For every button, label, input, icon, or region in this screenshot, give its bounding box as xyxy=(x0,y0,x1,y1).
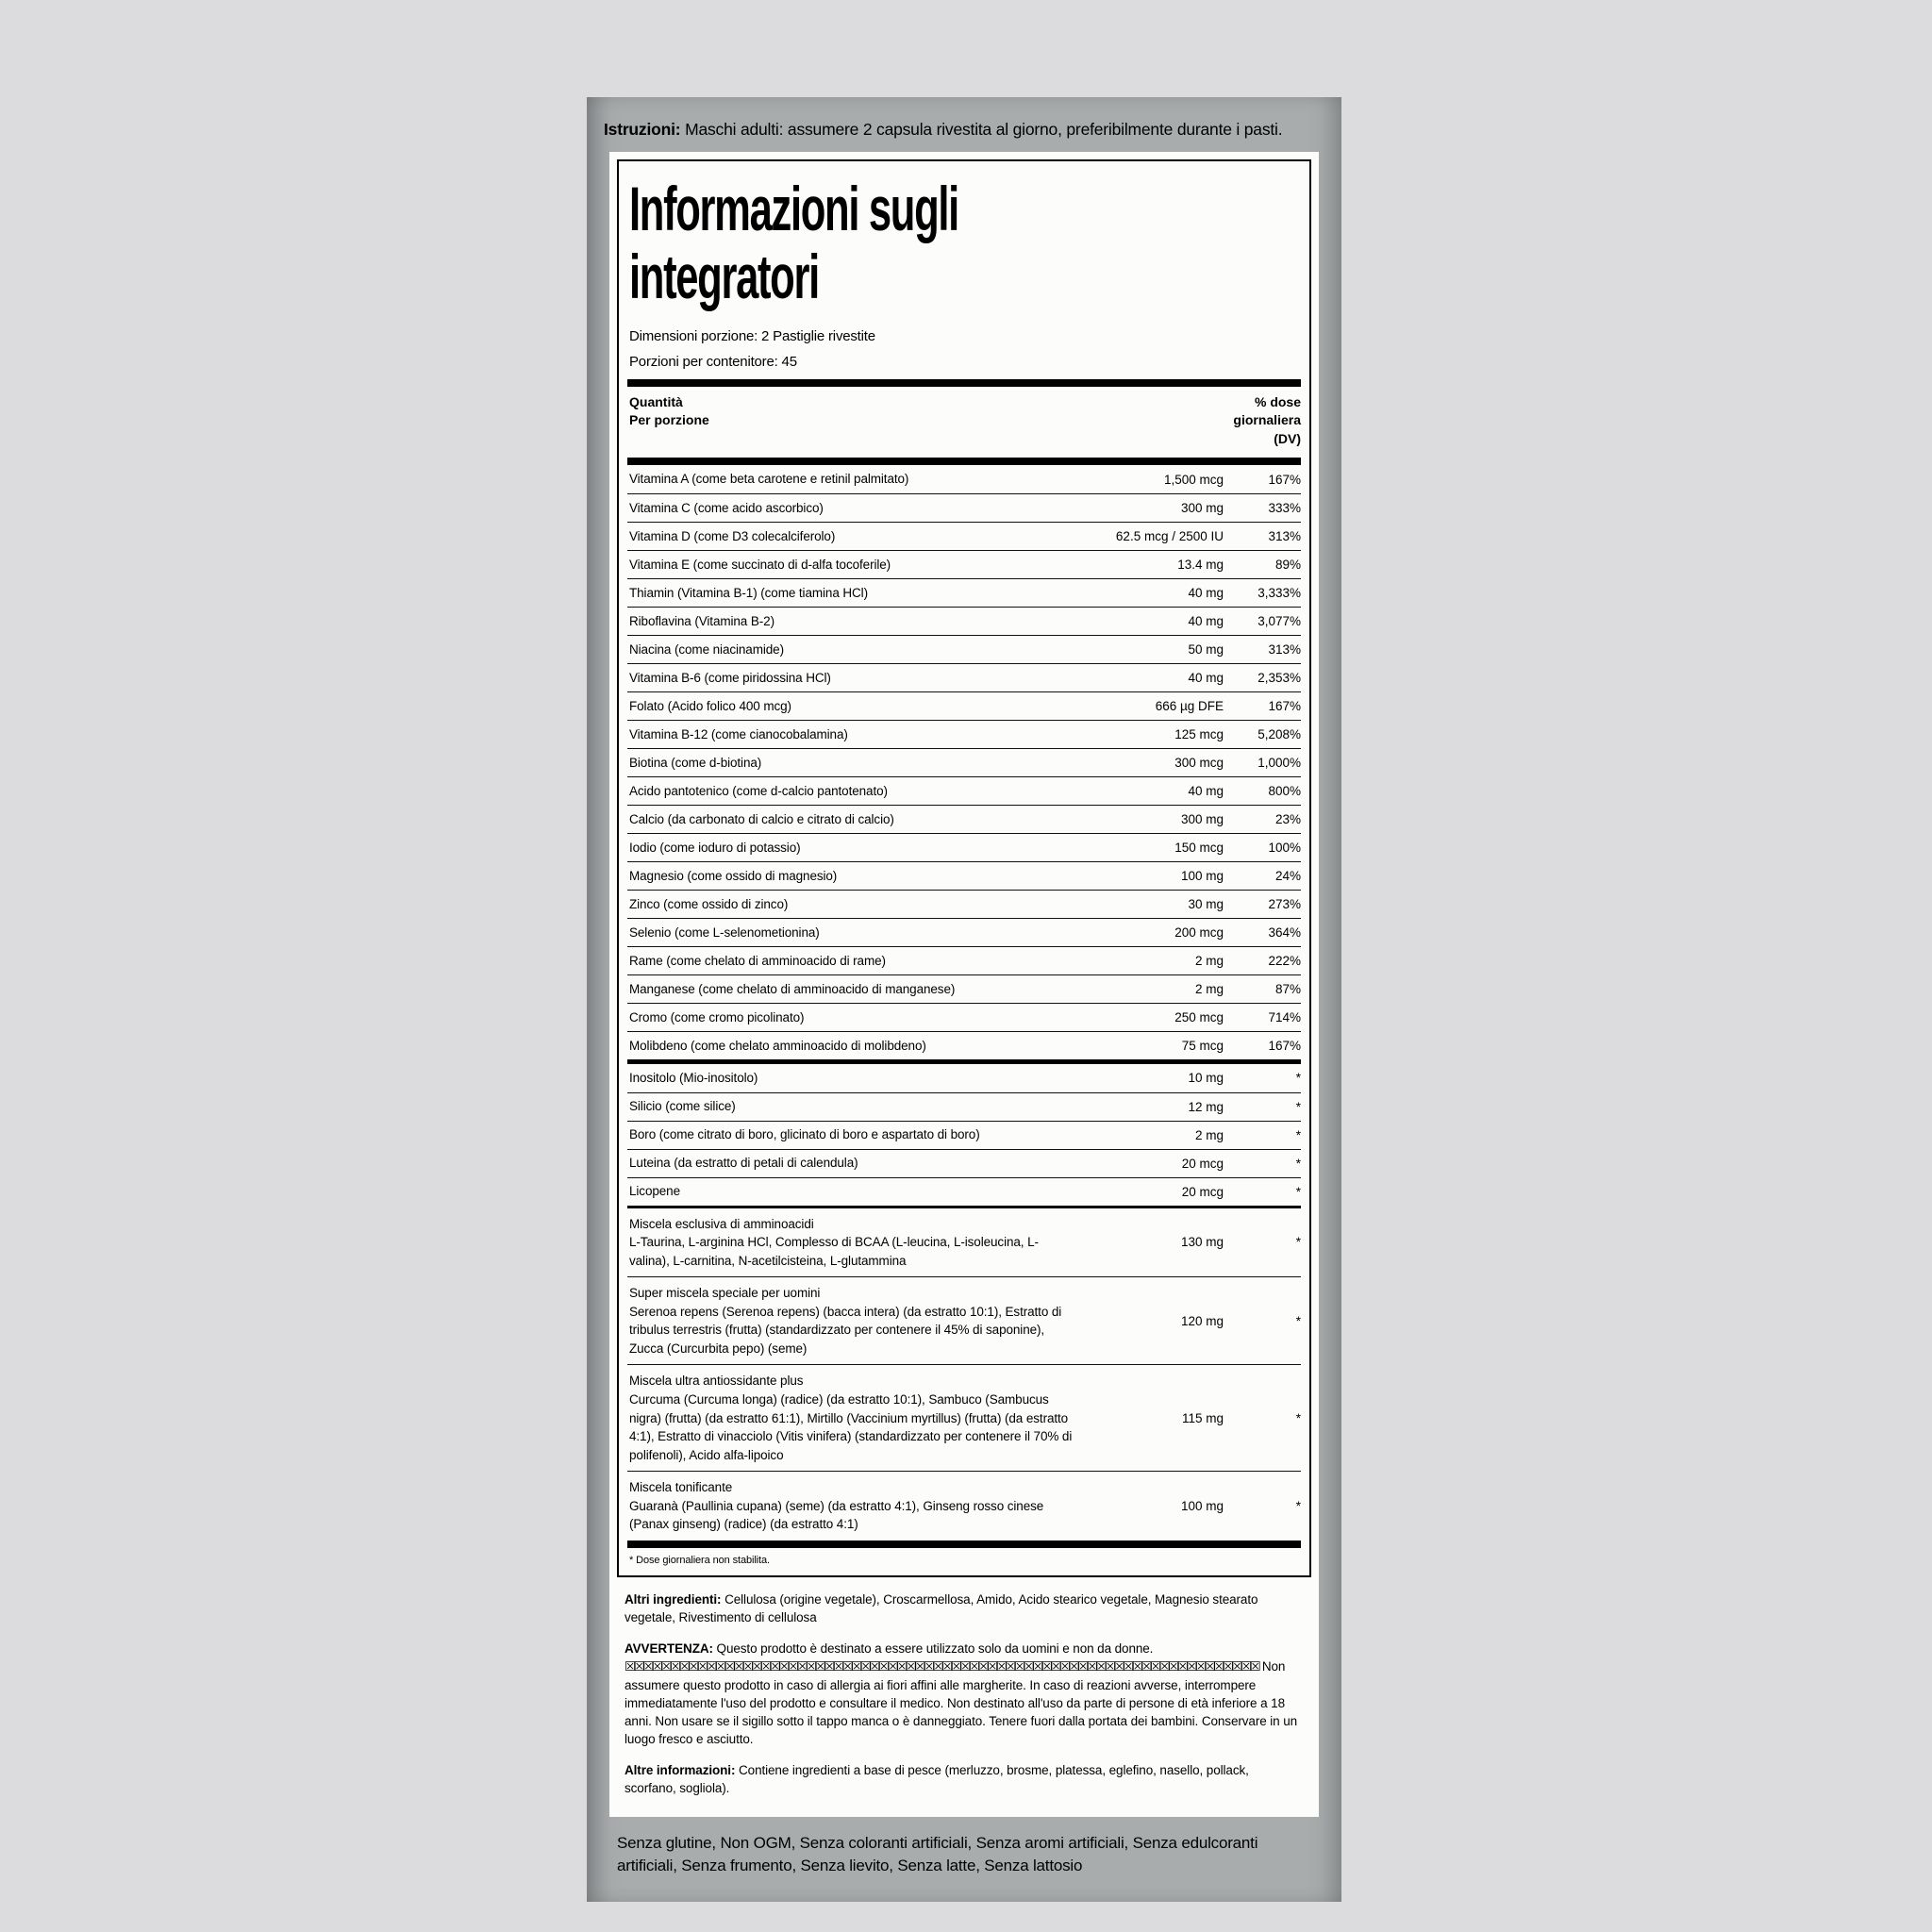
blend-row xyxy=(627,1208,1301,1277)
blend-name xyxy=(627,1369,1082,1467)
nutrient-rows-extra xyxy=(627,1064,1301,1206)
nutrient-name: Vitamina C (come acido ascorbico) xyxy=(629,500,824,515)
dv-footnote: * Dose giornaliera non stabilita. xyxy=(629,1554,770,1566)
nutrient-row xyxy=(627,748,1301,776)
divider-thick xyxy=(627,379,1301,387)
nutrient-name: Molibdeno (come chelato amminoacido di molibdeno) xyxy=(629,1038,926,1053)
nutrient-amount: 40 mg xyxy=(1188,614,1224,628)
header-amount-col xyxy=(629,393,1233,430)
nutrient-dv: 3,333% xyxy=(1257,586,1301,600)
nutrient-row xyxy=(627,1003,1301,1031)
nutrient-amount: 125 mcg xyxy=(1174,727,1224,741)
nutrient-row xyxy=(627,522,1301,550)
nutrient-amount: 300 mcg xyxy=(1174,756,1224,770)
nutrient-row xyxy=(627,776,1301,805)
nutrient-row xyxy=(627,861,1301,890)
nutrient-row xyxy=(627,691,1301,720)
nutrient-dv: 87% xyxy=(1274,982,1301,996)
nutrient-name: Zinco (come ossido di zinco) xyxy=(629,896,789,911)
nutrient-dv: * xyxy=(1295,1071,1301,1085)
nutrient-amount: 12 mg xyxy=(1188,1099,1224,1114)
nutrient-row xyxy=(627,890,1301,918)
nutrient-name: Acido pantotenico (come d-calcio pantotenato) xyxy=(629,783,888,798)
nutrient-dv: 1,000% xyxy=(1257,756,1301,770)
blend-title: Miscela ultra antiossidante plus xyxy=(629,1374,804,1389)
blend-row xyxy=(627,1364,1301,1471)
header-dv-line1: % dose xyxy=(1254,394,1301,410)
nutrient-row xyxy=(627,1149,1301,1177)
additional-info xyxy=(625,1761,1304,1808)
nutrient-row xyxy=(627,635,1301,663)
blend-title: Miscela esclusiva di amminoacidi xyxy=(629,1216,814,1231)
nutrient-dv: 24% xyxy=(1274,869,1301,883)
nutrient-row xyxy=(627,805,1301,833)
supplement-facts-box xyxy=(617,159,1311,1577)
divider-thick xyxy=(627,458,1301,465)
nutrient-name: Licopene xyxy=(629,1184,680,1199)
nutrient-row xyxy=(627,1064,1301,1092)
header-amount-line2: Per porzione xyxy=(629,412,709,428)
nutrient-amount: 62.5 mcg / 2500 IU xyxy=(1115,529,1224,543)
nutrient-name: Manganese (come chelato di amminoacido di manganese) xyxy=(629,981,956,996)
nutrient-amount: 40 mg xyxy=(1188,586,1224,600)
nutrient-row xyxy=(627,974,1301,1003)
nutrient-dv: 273% xyxy=(1268,897,1301,911)
panel-title-line2: integratori xyxy=(629,242,819,312)
blend-dv: * xyxy=(1295,1313,1301,1328)
nutrient-rows-main xyxy=(627,465,1301,1059)
blend-dv: * xyxy=(1295,1235,1301,1250)
nutrient-name: Thiamin (Vitamina B-1) (come tiamina HCl) xyxy=(629,585,868,600)
nutrient-dv: 23% xyxy=(1274,812,1301,826)
instructions-line xyxy=(587,97,1341,152)
nutrient-name: Biotina (come d-biotina) xyxy=(629,755,762,770)
nutrient-amount: 30 mg xyxy=(1188,897,1224,911)
blend-row xyxy=(627,1276,1301,1364)
nutrient-row xyxy=(627,946,1301,974)
nutrient-amount: 100 mg xyxy=(1180,869,1224,883)
nutrient-amount: 75 mcg xyxy=(1181,1039,1224,1053)
nutrient-dv: 714% xyxy=(1268,1010,1301,1024)
nutrient-name: Calcio (da carbonato di calcio e citrato di calcio) xyxy=(629,811,894,826)
header-dv-line3: (DV) xyxy=(1274,430,1301,446)
panel-title xyxy=(629,175,1301,311)
nutrient-dv: 167% xyxy=(1268,472,1301,487)
nutrient-amount: 300 mg xyxy=(1180,812,1224,826)
blend-amount: 100 mg xyxy=(1180,1499,1224,1514)
blend-title: Miscela tonificante xyxy=(629,1480,733,1495)
product-label xyxy=(587,97,1341,1902)
nutrient-amount: 300 mg xyxy=(1180,501,1224,515)
nutrient-name: Riboflavina (Vitamina B-2) xyxy=(629,613,774,628)
other-ingredients-text: Cellulosa (origine vegetale), Croscarmellosa, Amido, Acido stearico vegetale, Magnesio stearato vegetale, Rivestimento di cellulosa xyxy=(625,1591,1258,1625)
nutrient-name: Inositolo (Mio-inositolo) xyxy=(629,1070,758,1085)
nutrient-row xyxy=(627,918,1301,946)
nutrient-row xyxy=(627,550,1301,578)
panel-title-line1: Informazioni sugli xyxy=(629,173,958,243)
warning-label: AVVERTENZA: xyxy=(625,1641,713,1657)
nutrient-dv: 167% xyxy=(1268,1039,1301,1053)
instructions-label: Istruzioni: xyxy=(604,120,681,139)
nutrient-name: Selenio (come L-selenometionina) xyxy=(629,924,820,940)
blend-dv: * xyxy=(1295,1499,1301,1514)
nutrient-amount: 50 mg xyxy=(1188,642,1224,657)
nutrient-name: Vitamina B-6 (come piridossina HCl) xyxy=(629,670,831,685)
nutrient-amount: 20 mcg xyxy=(1181,1156,1224,1171)
other-ingredients-label: Altri ingredienti: xyxy=(625,1591,722,1607)
nutrient-name: Niacina (come niacinamide) xyxy=(629,641,784,657)
blend-name xyxy=(627,1212,1082,1274)
header-dv-col xyxy=(1233,393,1301,448)
nutrient-dv: 333% xyxy=(1268,501,1301,515)
blend-title: Super miscela speciale per uomini xyxy=(629,1286,821,1301)
nutrient-dv: 3,077% xyxy=(1257,614,1301,628)
nutrient-dv: * xyxy=(1295,1156,1301,1171)
warning-redacted-text: ☒☒☒☒☒☒☒☒☒☒☒☒☒☒☒☒☒☒☒☒☒☒☒☒☒☒☒☒☒☒☒☒☒☒☒☒☒☒☒☒☒☒☒☒☒☒☒☒☒☒☒☒☒☒☒☒☒☒☒☒☒☒☒☒☒☒☒☒☒☒ xyxy=(625,1659,1259,1674)
nutrient-row xyxy=(627,663,1301,691)
blend-amount: 120 mg xyxy=(1180,1313,1224,1328)
nutrient-row xyxy=(627,607,1301,635)
nutrient-dv: 800% xyxy=(1268,784,1301,798)
nutrient-name: Silicio (come silice) xyxy=(629,1099,736,1114)
nutrient-amount: 200 mcg xyxy=(1174,925,1224,940)
nutrient-amount: 40 mg xyxy=(1188,784,1224,798)
nutrient-amount: 13.4 mg xyxy=(1177,558,1224,572)
nutrient-amount: 2 mg xyxy=(1194,954,1224,968)
nutrient-row xyxy=(627,720,1301,748)
nutrient-row xyxy=(627,578,1301,607)
nutrient-dv: 89% xyxy=(1274,558,1301,572)
nutrient-amount: 150 mcg xyxy=(1174,841,1224,855)
nutrient-amount: 40 mg xyxy=(1188,671,1224,685)
warning xyxy=(625,1640,1304,1748)
nutrient-dv: * xyxy=(1295,1127,1301,1142)
nutrient-dv: 2,353% xyxy=(1257,671,1301,685)
nutrient-amount: 250 mcg xyxy=(1174,1010,1224,1024)
nutrient-dv: 100% xyxy=(1268,841,1301,855)
allergen-free-claims: Senza glutine, Non OGM, Senza coloranti artificiali, Senza aromi artificiali, Senza edulcoranti artificiali, Senza frumento, Senza lievito, Senza latte, Senza lattosio xyxy=(617,1833,1258,1874)
nutrient-amount: 666 µg DFE xyxy=(1155,699,1224,713)
nutrient-dv: 222% xyxy=(1268,954,1301,968)
blend-name xyxy=(627,1281,1082,1360)
nutrient-name: Vitamina D (come D3 colecalciferolo) xyxy=(629,528,836,543)
nutrient-name: Boro (come citrato di boro, glicinato di boro e aspartato di boro) xyxy=(629,1127,980,1142)
nutrient-row xyxy=(627,1031,1301,1059)
nutrient-dv: 364% xyxy=(1268,925,1301,940)
nutrient-amount: 20 mcg xyxy=(1181,1184,1224,1199)
warning-text-after: Non assumere questo prodotto in caso di allergia ai fiori affini alle margherite. In caso di reazioni avverse, interrompere immediatamente l'uso del prodotto e consultare il medico. Non destinato all'uso da parte di persone di età inferiore a 18 anni. Non usare se il sigillo sotto il tappo manca o è danneggiato. Tenere fuori dalla portata dei bambini. Conservare in un luogo fresco e asciutto. xyxy=(625,1659,1298,1747)
blend-rows xyxy=(627,1208,1301,1541)
blend-amount: 115 mg xyxy=(1181,1410,1224,1425)
servings-per-container: Porzioni per contenitore: 45 xyxy=(629,354,797,371)
nutrient-dv: 313% xyxy=(1268,529,1301,543)
nutrient-row xyxy=(627,465,1301,493)
nutrient-name: Magnesio (come ossido di magnesio) xyxy=(629,868,838,883)
nutrient-dv: * xyxy=(1295,1184,1301,1199)
nutrient-name: Vitamina B-12 (come cianocobalamina) xyxy=(629,726,848,741)
nutrient-name: Luteina (da estratto di petali di calendula) xyxy=(629,1156,858,1171)
nutrient-name: Cromo (come cromo picolinato) xyxy=(629,1009,805,1024)
nutrient-amount: 2 mg xyxy=(1194,1127,1224,1142)
nutrient-name: Folato (Acido folico 400 mcg) xyxy=(629,698,791,713)
nutrient-name: Vitamina E (come succinato di d-alfa tocoferile) xyxy=(629,557,891,572)
nutrient-name: Iodio (come ioduro di potassio) xyxy=(629,840,801,855)
nutrient-dv: 5,208% xyxy=(1257,727,1301,741)
serving-size: Dimensioni porzione: 2 Pastiglie rivestite xyxy=(629,328,875,345)
divider-thick xyxy=(627,1541,1301,1548)
table-header xyxy=(627,387,1301,458)
other-ingredients xyxy=(625,1591,1304,1626)
nutrient-name: Vitamina A (come beta carotene e retinil palmitato) xyxy=(629,472,909,487)
blend-description: Curcuma (Curcuma longa) (radice) (da estratto 10:1), Sambuco (Sambucus nigra) (frutta) (da estratto 61:1), Mirtillo (Vaccinium myrtillus) (frutta) (da estratto 4:1), Estratto di vinacciolo (Vitis vinifera) (standardizzato per contenere il 70% di polifenoli), Acido alfa-lipoico xyxy=(629,1392,1073,1462)
nutrient-amount: 2 mg xyxy=(1194,982,1224,996)
blend-row xyxy=(627,1471,1301,1541)
nutrient-dv: * xyxy=(1295,1099,1301,1114)
nutrient-amount: 1,500 mcg xyxy=(1163,472,1224,487)
blend-description: L-Taurina, L-arginina HCl, Complesso di BCAA (L-leucina, L-isoleucina, L-valina), L-carnitina, N-acetilcisteina, L-glutammina xyxy=(629,1235,1039,1268)
header-amount-line1: Quantità xyxy=(629,394,683,410)
nutrient-row xyxy=(627,493,1301,522)
additional-info-label: Altre informazioni: xyxy=(625,1763,736,1778)
header-dv-line2: giornaliera xyxy=(1233,412,1301,428)
nutrient-amount: 10 mg xyxy=(1188,1071,1224,1085)
supplement-panel xyxy=(609,152,1319,1817)
nutrient-name: Rame (come chelato di amminoacido di rame) xyxy=(629,953,886,968)
nutrient-row xyxy=(627,1121,1301,1149)
nutrient-row xyxy=(627,833,1301,861)
additional-info-text: Contiene ingredienti a base di pesce (merluzzo, brosme, platessa, eglefino, nasello, pollack, scorfano, sogliola). xyxy=(625,1763,1249,1796)
blend-dv: * xyxy=(1295,1410,1301,1425)
nutrient-dv: 167% xyxy=(1268,699,1301,713)
nutrient-row xyxy=(627,1092,1301,1121)
nutrient-row xyxy=(627,1177,1301,1206)
blend-description: Serenoa repens (Serenoa repens) (bacca intera) (da estratto 10:1), Estratto di tribulus terrestris (frutta) (standardizzato per contenere il 45% di saponine), Zucca (Curcurbita pepo) (seme) xyxy=(629,1304,1062,1356)
blend-description: Guaranà (Paullinia cupana) (seme) (da estratto 4:1), Ginseng rosso cinese (Panax ginseng) (radice) (da estratto 4:1) xyxy=(629,1498,1044,1532)
instructions-text: Maschi adulti: assumere 2 capsula rivestita al giorno, preferibilmente durante i pasti. xyxy=(680,120,1283,139)
blend-name xyxy=(627,1475,1082,1537)
warning-text-before: Questo prodotto è destinato a essere utilizzato solo da uomini e non da donne. xyxy=(712,1641,1154,1657)
blend-amount: 130 mg xyxy=(1180,1235,1224,1250)
nutrient-dv: 313% xyxy=(1268,642,1301,657)
